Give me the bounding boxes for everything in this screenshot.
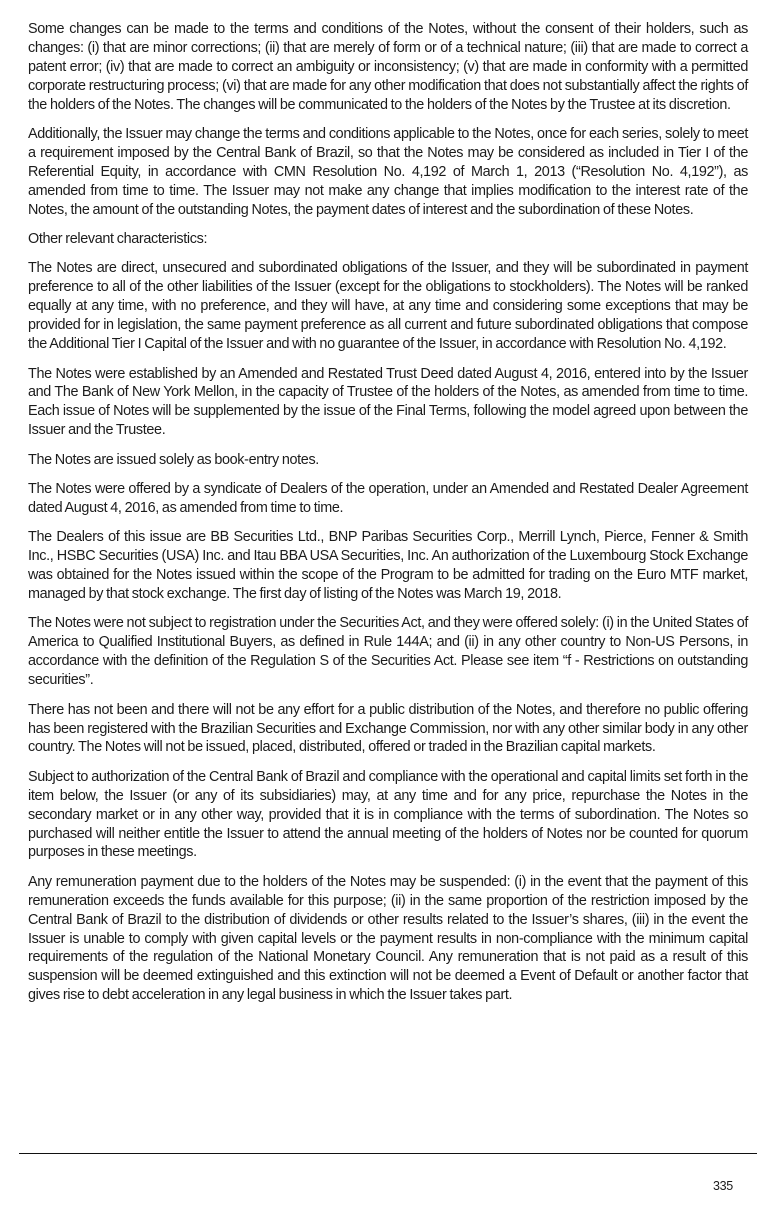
page-number: 335 — [713, 1179, 733, 1193]
paragraph-book-entry: The Notes are issued solely as book-entry notes. — [28, 451, 319, 468]
paragraph-securities-act-registration: The Notes were not subject to registration under the Securities Act, and they were offered solely: (i) in the United States of America to Qualified Institutional Buyers, as defined in Rule 144A; and (ii) in any other country to Non-US Persons, in accordance with the definition of the Regulation S of the Securities Act. Please see item “f - Restrictions on outstanding securities”. — [28, 615, 748, 689]
paragraph-other-characteristics-heading: Other relevant characteristics: — [28, 231, 208, 248]
paragraph-notes-subordinated-obligations: The Notes are direct, unsecured and subordinated obligations of the Issuer, and they will be subordinated in payment preference to all of the other liabilities of the Issuer (except for the obligations to stockholders). The Notes will be ranked equally at any time, with no preference, and they will have, at any time and considering some exceptions that may be provided for in legislation, the same payment preference as all current and future subordinated obligations that compose the Additional Tier I Capital of the Issuer and with no guarantee of the Issuer, in accordance with Resolution No. 4,192. — [28, 260, 748, 353]
paragraph-notes-amendments-without-consent: Some changes can be made to the terms and conditions of the Notes, without the consent of their holders, such as changes: (i) that are minor corrections; (ii) that are merely of form or of a technical nature; (iii) that are made to correct a patent error; (iv) that are made to correct an ambiguity or inconsistency; (v) that are made in conformity with a permitted corporate restructuring process; (vi) that are made for any other modification that does not substantially affect the rights of the holders of the Notes. The changes will be communicated to the holders of the Notes by the Trustee at its discretion. — [28, 21, 748, 113]
paragraph-no-public-distribution: There has not been and there will not be any effort for a public distribution of the Notes, and therefore no public offering has been registered with the Brazilian Securities and Exchange Commission, nor with any other similar body in any other country. The Notes will not be issued, placed, distributed, offered or traded in the Brazilian capital markets. — [28, 701, 748, 756]
paragraph-dealers-listing: The Dealers of this issue are BB Securities Ltd., BNP Paribas Securities Corp., Merrill Lynch, Pierce, Fenner & Smith Inc., HSBC Securities (USA) Inc. and Itau BBA USA Securities, Inc. An authorization of the Luxembourg Stock Exchange was obtained for the Notes issued within the scope of the Program to be admitted for trading on the Euro MTF market, managed by that stock exchange. The first day of listing of the Notes was March 19, 2018. — [28, 529, 748, 603]
footer-divider — [19, 1153, 757, 1154]
paragraph-dealer-agreement: The Notes were offered by a syndicate of Dealers of the operation, under an Amended and Restated Dealer Agreement dated August 4, 2016, as amended from time to time. — [28, 481, 748, 516]
document-body — [28, 20, 748, 1016]
paragraph-remuneration-suspension: Any remuneration payment due to the holders of the Notes may be suspended: (i) in the event that the payment of this remuneration exceeds the funds available for this purpose; (ii) in the same proportion of the restriction imposed by the Central Bank of Brazil to the distribution of dividends or other results related to the Issuer’s shares, (iii) in the event the Issuer is unable to comply with given capital levels or the payment results in non-compliance with the minimum capital requirements of the regulation of the National Monetary Council. Any remuneration that is not paid as a result of this suspension will be deemed extinguished and this extinction will not be deemed a Event of Default or another factor that gives rise to debt acceleration in any legal business in which the Issuer takes part. — [28, 873, 748, 1004]
paragraph-trust-deed: The Notes were established by an Amended and Restated Trust Deed dated August 4, 2016, entered into by the Issuer and The Bank of New York Mellon, in the capacity of Trustee of the holders of the Notes, as amended from time to time. Each issue of Notes will be supplemented by the issue of the Final Terms, following the model agreed upon between the Issuer and the Trustee. — [28, 365, 748, 439]
paragraph-issuer-changes-central-bank: Additionally, the Issuer may change the terms and conditions applicable to the Notes, once for each series, solely to meet a requirement imposed by the Central Bank of Brazil, so that the Notes may be considered as included in Tier I of the Referential Equity, in accordance with CMN Resolution No. 4,192 of March 1, 2013 (“Resolution No. 4,192”), as amended from time to time. The Issuer may not make any change that implies modification to the interest rate of the Notes, the amount of the outstanding Notes, the payment dates of interest and the subordination of these Notes. — [28, 126, 748, 218]
paragraph-repurchase: Subject to authorization of the Central Bank of Brazil and compliance with the operational and capital limits set forth in the item below, the Issuer (or any of its subsidiaries) may, at any time and for any price, repurchase the Notes in the secondary market or in any other way, provided that it is in compliance with the terms of subordination. The Notes so purchased will neither entitle the Issuer to attend the annual meeting of the holders of Notes nor be counted for quorum purposes in these meetings. — [28, 768, 748, 861]
